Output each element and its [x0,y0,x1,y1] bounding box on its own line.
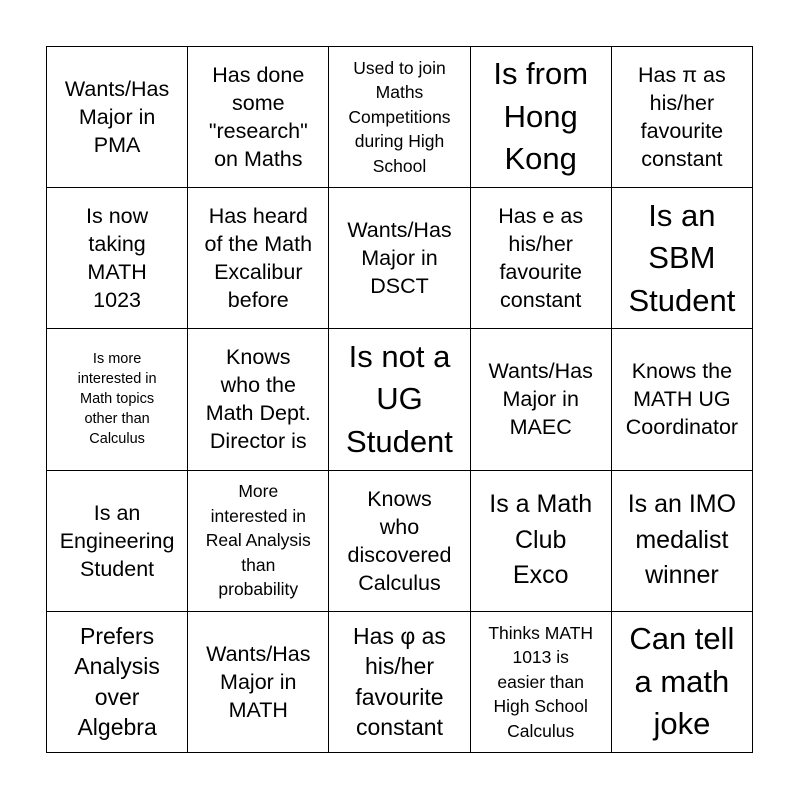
bingo-cell-r2c5[interactable] [612,188,753,329]
bingo-cell-text: Thinks MATH 1013 is easier than High School Calculus [488,622,594,741]
bingo-cell-r3c5[interactable] [612,329,753,470]
bingo-cell-r3c2[interactable] [188,329,329,470]
bingo-cell-text: Is an IMO medalist winner [627,490,737,590]
bingo-cell-r2c2[interactable] [188,188,329,329]
bingo-cell-r5c2[interactable] [188,612,329,753]
bingo-cell-text: Wants/Has Major in MATH [206,641,311,722]
bingo-cell-text: Is a Math Club Exco [489,490,593,590]
bingo-board [46,46,753,753]
bingo-cell-text: Has φ as his/her favourite constant [353,622,446,741]
bingo-cell-r3c3[interactable] [329,329,470,470]
bingo-cell-r4c1[interactable] [47,471,188,612]
bingo-cell-r4c3[interactable] [329,471,470,612]
bingo-cell-text: Can tell a math joke [629,621,735,742]
bingo-cell-r5c3[interactable] [329,612,470,753]
bingo-cell-text: Wants/Has Major in DSCT [347,218,452,299]
bingo-cell-r3c1[interactable] [47,329,188,470]
bingo-cell-r2c3[interactable] [329,188,470,329]
bingo-cell-text: Is more interested in Math topics other than Calculus [77,351,157,448]
bingo-cell-text: Has e as his/her favourite constant [498,204,584,313]
bingo-cell-text: Has π as his/her favourite constant [638,63,726,172]
bingo-cell-text: Has done some "research" on Maths [208,63,308,172]
bingo-cell-r1c3[interactable] [329,47,470,188]
bingo-cell-text: Used to join Maths Competitions during High School [348,57,451,176]
bingo-cell-text: Has heard of the Math Excalibur before [204,204,313,313]
bingo-cell-r2c4[interactable] [471,188,612,329]
bingo-cell-r1c4[interactable] [471,47,612,188]
bingo-cell-text: Knows the MATH UG Coordinator [625,359,739,440]
bingo-cell-text: Is from Hong Kong [493,56,589,177]
bingo-cell-r2c1[interactable] [47,188,188,329]
bingo-cell-r3c4[interactable] [471,329,612,470]
bingo-cell-text: Is an SBM Student [628,197,736,318]
bingo-cell-text: Knows who discovered Calculus [347,486,452,595]
bingo-cell-text: Is an Engineering Student [59,500,175,581]
bingo-cell-r4c2[interactable] [188,471,329,612]
bingo-cell-r1c1[interactable] [47,47,188,188]
bingo-cell-r4c4[interactable] [471,471,612,612]
bingo-cell-text: More interested in Real Analysis than probability [205,481,311,600]
bingo-cell-r1c2[interactable] [188,47,329,188]
bingo-cell-text: Wants/Has Major in PMA [64,77,170,158]
bingo-cell-r5c1[interactable] [47,612,188,753]
bingo-cell-r5c4[interactable] [471,612,612,753]
bingo-cell-r4c5[interactable] [612,471,753,612]
bingo-cell-r1c5[interactable] [612,47,753,188]
bingo-cell-text: Is now taking MATH 1023 [86,204,149,313]
bingo-cell-text: Is not a UG Student [346,338,453,459]
bingo-cell-text: Prefers Analysis over Algebra [74,622,160,741]
bingo-cell-text: Wants/Has Major in MAEC [488,359,593,440]
bingo-cell-text: Knows who the Math Dept. Director is [205,345,311,454]
bingo-cell-r5c5[interactable] [612,612,753,753]
